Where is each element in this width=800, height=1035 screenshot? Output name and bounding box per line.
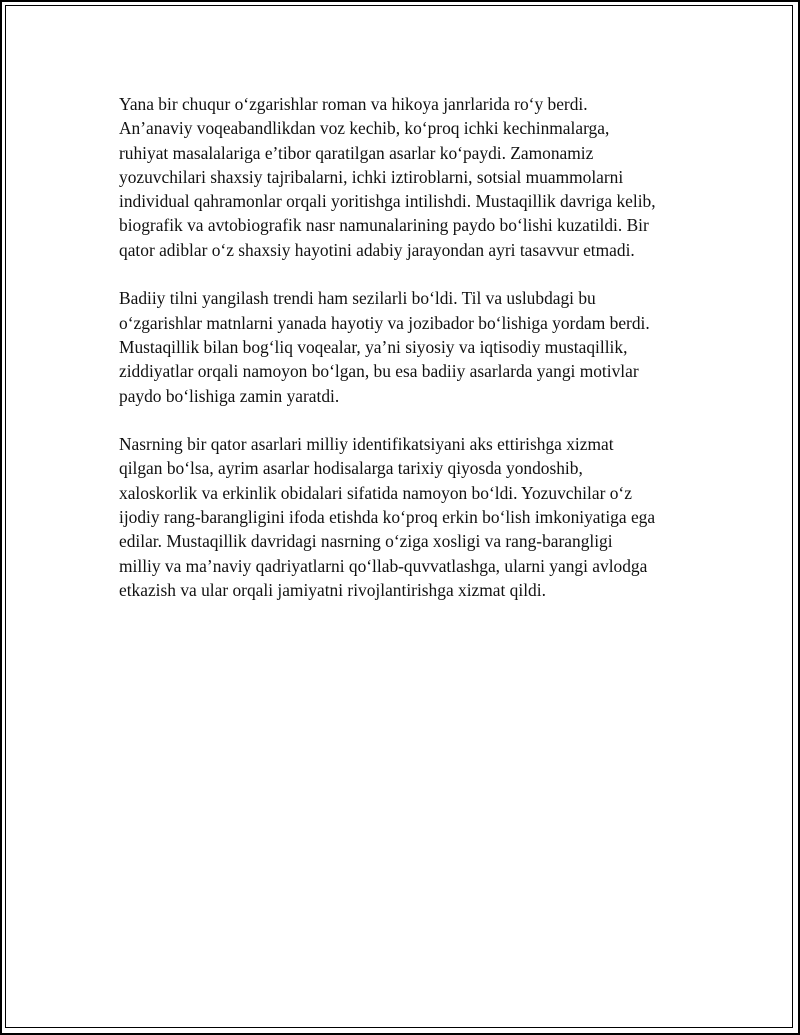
paragraph-2: Badiiy tilni yangilash trendi ham sezilarli bo‘ldi. Til va uslubdagi bu o‘zgarishlar matnlarni yanada hayotiy va jozibador bo‘lishiga yordam berdi. Mustaqillik bilan bog‘liq voqealar, ya’ni siyosiy va iqtisodiy mustaqillik, ziddiyatlar orqali namoyon bo‘lgan, bu esa badiiy asarlarda yangi motivlar paydo bo‘lishiga zamin yaratdi.: [119, 288, 650, 406]
document-body: [119, 92, 699, 627]
paragraph-3: Nasrning bir qator asarlari milliy identifikatsiyani aks ettirishga xizmat qilgan bo‘lsa, ayrim asarlar hodisalarga tarixiy qiyosda yondoshib, xaloskorlik va erkinlik obidalari sifatida namoyon bo‘ldi. Yozuvchilar o‘z ijodiy rang-barangligini ifoda etishda ko‘proq erkin bo‘lish imkoniyatiga ega edilar. Mustaqillik davridagi nasrning o‘ziga xosligi va rang-barangligi milliy va ma’naviy qadriyatlarni qo‘llab-quvvatlashga, ularni yangi avlodga etkazish va ular orqali jamiyatni rivojlantirishga xizmat qildi.: [119, 434, 656, 600]
paragraph-1: Yana bir chuqur o‘zgarishlar roman va hikoya janrlarida ro‘y berdi. An’anaviy voqeabandlikdan voz kechib, ko‘proq ichki kechinmalarga, ruhiyat masalalariga e’tibor qaratilgan asarlar ko‘paydi. Zamonamiz yozuvchilari shaxsiy tajribalarni, ichki iztiroblarni, sotsial muammolarni individual qahramonlar orqali yoritishga intilishdi. Mustaqillik davriga kelib, biografik va avtobiografik nasr namunalarining paydo bo‘lishi kuzatildi. Bir qator adiblar o‘z shaxsiy hayotini adabiy jarayondan ayri tasavvur etmadi.: [119, 94, 656, 260]
